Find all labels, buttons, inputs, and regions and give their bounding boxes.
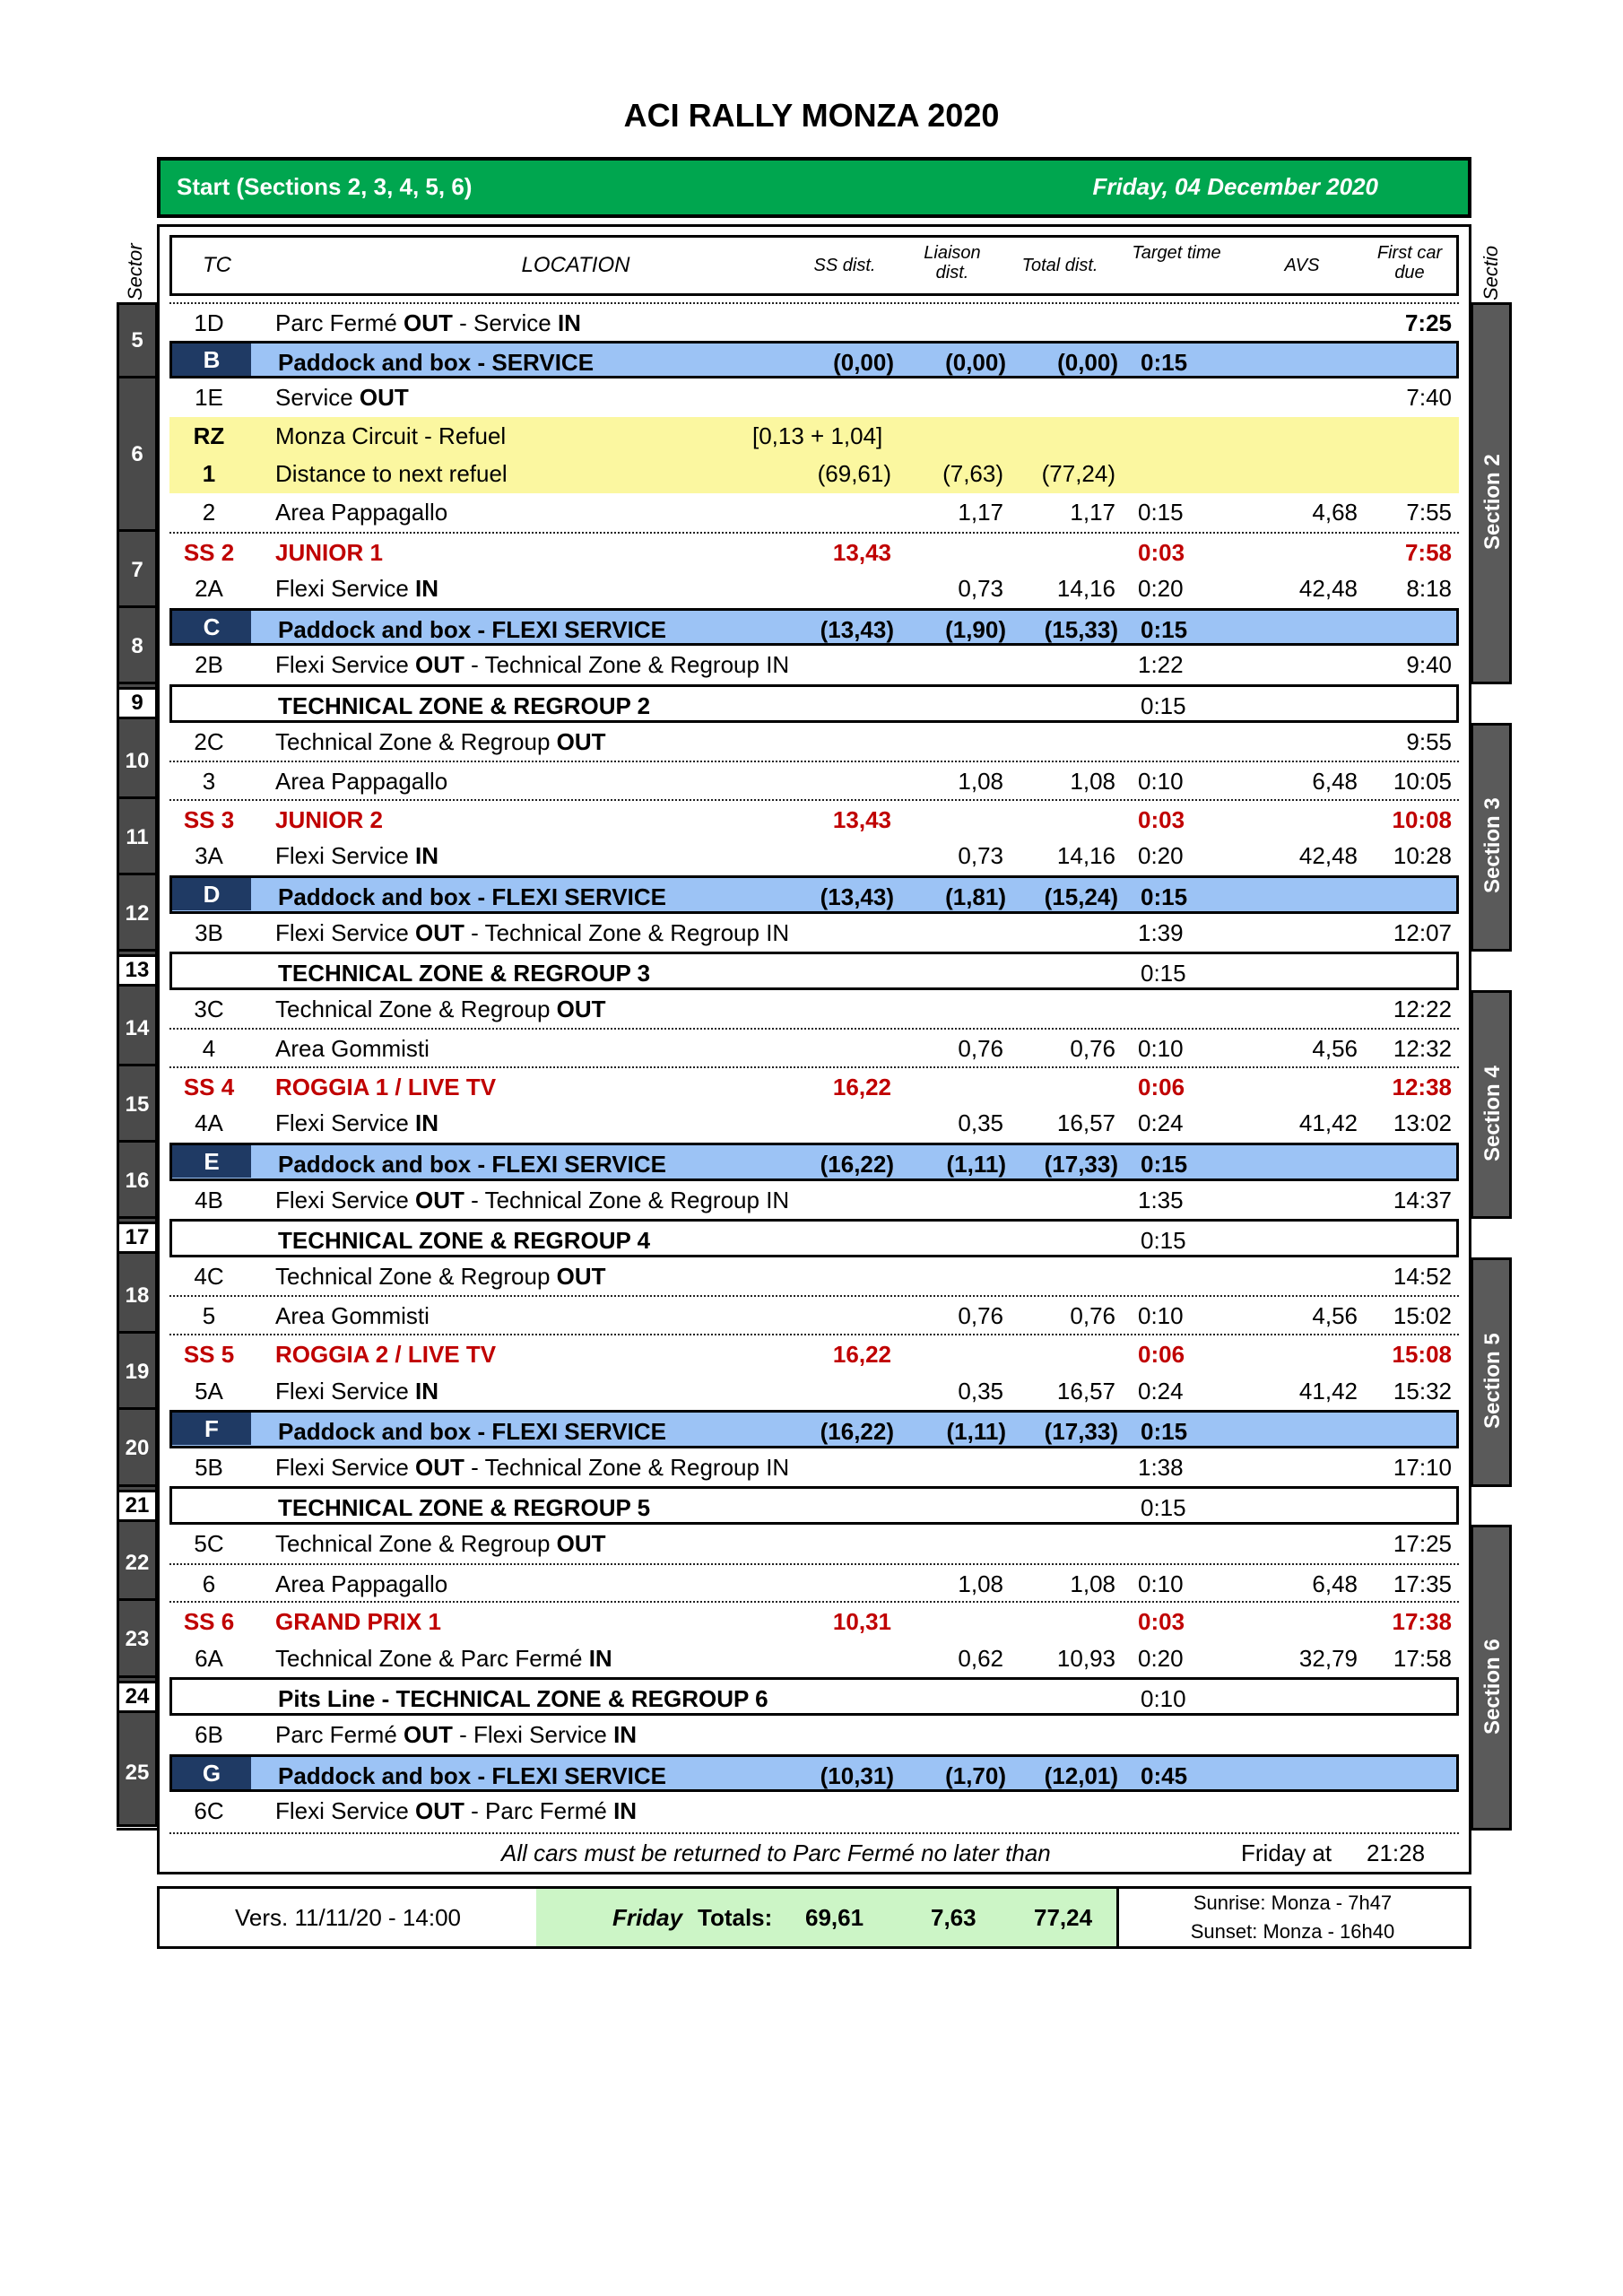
target-time-cell: 0:15 — [1141, 1418, 1188, 1446]
table-row — [169, 761, 1459, 799]
location-cell: Distance to next refuel — [275, 460, 508, 488]
sector-number: 22 — [117, 1525, 158, 1601]
header-liaison-dist: Liaison dist. — [924, 243, 981, 283]
table-row — [169, 1563, 1459, 1602]
liaison-dist-cell: 1,08 — [958, 768, 1003, 796]
location-cell: TECHNICAL ZONE & REGROUP 3 — [278, 960, 651, 987]
liaison-dist-cell: (7,63) — [942, 460, 1003, 488]
tc-cell: 2C — [194, 727, 224, 755]
target-time-cell: 0:20 — [1138, 575, 1184, 603]
tc-cell: 2A — [195, 575, 223, 603]
header-target-time: Target time — [1132, 243, 1221, 263]
sector-number: 23 — [117, 1601, 158, 1677]
table-row — [169, 1219, 1459, 1257]
table-row — [169, 952, 1459, 990]
location-cell: Parc Fermé OUT - Service IN — [275, 309, 581, 336]
table-row — [169, 341, 1459, 379]
version-stamp: Vers. 11/11/20 - 14:00 — [160, 1889, 539, 1946]
first-car-due-cell: 15:02 — [1393, 1302, 1452, 1330]
location-cell: Technical Zone & Regroup OUT — [275, 995, 606, 1022]
target-time-cell: 0:15 — [1141, 691, 1186, 719]
tc-cell: 2 — [202, 498, 216, 526]
header-tc: TC — [203, 253, 231, 277]
avs-cell: 41,42 — [1298, 1377, 1358, 1405]
table-row — [169, 1334, 1459, 1372]
location-cell: Flexi Service OUT - Technical Zone & Regroup IN — [275, 1186, 790, 1213]
table-row — [169, 1448, 1459, 1487]
first-car-due-cell: 17:38 — [1392, 1608, 1452, 1636]
first-car-due-cell: 10:05 — [1393, 768, 1452, 796]
total-dist-cell: 16,57 — [1056, 1109, 1115, 1137]
first-car-due-cell: 7:58 — [1404, 538, 1452, 566]
sector-number: 24 — [117, 1681, 158, 1713]
tc-cell: 6A — [195, 1644, 223, 1672]
first-car-due-cell: 15:32 — [1393, 1377, 1452, 1405]
note-text: All cars must be returned to Parc Fermé no later than — [501, 1839, 1051, 1866]
first-car-due-cell: 10:28 — [1393, 842, 1452, 870]
totals-ss: 69,61 — [805, 1904, 864, 1931]
table-row — [169, 1372, 1459, 1411]
first-car-due-cell: 14:52 — [1393, 1262, 1452, 1290]
tc-cell: 5 — [202, 1302, 216, 1330]
target-time-cell: 0:10 — [1138, 1570, 1184, 1597]
location-cell: Flexi Service OUT - Technical Zone & Regroup IN — [275, 1453, 790, 1481]
target-time-cell: 0:15 — [1141, 883, 1188, 910]
location-cell: Technical Zone & Regroup OUT — [275, 1530, 606, 1557]
table-row — [169, 570, 1459, 608]
location-cell: ROGGIA 2 / LIVE TV — [275, 1341, 497, 1369]
location-cell: Area Pappagallo — [275, 1570, 448, 1597]
ss-dist-cell: (13,43) — [820, 883, 894, 910]
first-car-due-cell: 17:35 — [1393, 1570, 1452, 1597]
location-cell: TECHNICAL ZONE & REGROUP 5 — [278, 1494, 651, 1522]
schedule-table — [169, 302, 1459, 1831]
tc-cell: 5C — [194, 1530, 224, 1557]
sector-number: 10 — [117, 723, 158, 799]
tc-cell: G — [172, 1757, 251, 1789]
start-banner — [157, 157, 1471, 218]
table-row — [169, 1486, 1459, 1525]
tc-cell: 2B — [195, 651, 223, 679]
section-label: Section 3 — [1480, 797, 1505, 894]
tc-cell: 1 — [202, 460, 216, 488]
sector-number: 7 — [117, 532, 158, 608]
header-total-dist: Total dist. — [1021, 256, 1098, 275]
tc-cell: 4B — [195, 1186, 223, 1213]
tc-cell: 1E — [195, 384, 223, 412]
avs-cell: 32,79 — [1298, 1644, 1358, 1672]
liaison-dist-cell: 0,35 — [958, 1377, 1003, 1405]
location-cell: Flexi Service OUT - Technical Zone & Regroup IN — [275, 651, 790, 679]
location-cell: Technical Zone & Parc Fermé IN — [275, 1644, 612, 1672]
table-row — [169, 1525, 1459, 1563]
total-dist-cell: 1,08 — [1070, 768, 1115, 796]
tc-cell: 1D — [194, 309, 224, 336]
target-time-cell: 1:35 — [1138, 1186, 1184, 1213]
tc-cell: SS 3 — [183, 805, 235, 833]
first-car-due-cell: 17:58 — [1393, 1644, 1452, 1672]
table-row — [169, 493, 1459, 532]
sunset: Sunset: Monza - 16h40 — [1190, 1920, 1395, 1943]
avs-cell: 6,48 — [1312, 768, 1358, 796]
tc-cell: SS 2 — [183, 538, 235, 566]
avs-cell: 41,42 — [1298, 1109, 1358, 1137]
avs-cell: 4,56 — [1312, 1302, 1358, 1330]
table-row — [169, 1181, 1459, 1220]
tc-cell: SS 4 — [183, 1073, 235, 1100]
total-dist-cell: (17,33) — [1044, 1151, 1118, 1178]
location-cell: Flexi Service IN — [275, 575, 439, 603]
total-dist-cell: 10,93 — [1056, 1644, 1115, 1672]
liaison-dist-cell: 0,76 — [958, 1035, 1003, 1063]
ss-dist-cell: (69,61) — [817, 460, 891, 488]
section-label: Section 5 — [1480, 1333, 1505, 1429]
tc-cell: 4A — [195, 1109, 223, 1137]
tc-cell: SS 5 — [183, 1341, 235, 1369]
table-row — [169, 1601, 1459, 1639]
target-time-cell: 0:10 — [1138, 768, 1184, 796]
tc-cell: 3B — [195, 918, 223, 946]
tc-cell: SS 6 — [183, 1608, 235, 1636]
first-car-due-cell: 12:22 — [1393, 995, 1452, 1022]
table-header — [169, 235, 1459, 296]
location-cell: Flexi Service OUT - Technical Zone & Regroup IN — [275, 918, 790, 946]
avs-cell: 42,48 — [1298, 842, 1358, 870]
target-time-cell: 0:15 — [1141, 348, 1188, 376]
table-row — [169, 646, 1459, 684]
table-row — [169, 1677, 1459, 1716]
refuel-range: [0,13 + 1,04] — [752, 422, 883, 449]
target-time-cell: 1:39 — [1138, 918, 1184, 946]
total-dist-cell: 1,17 — [1070, 498, 1115, 526]
liaison-dist-cell: (1,90) — [945, 615, 1006, 643]
table-row — [169, 1754, 1459, 1793]
tc-cell: 6B — [195, 1720, 223, 1748]
table-row — [169, 1257, 1459, 1296]
first-car-due-cell: 7:40 — [1406, 384, 1452, 412]
location-cell: Technical Zone & Regroup OUT — [275, 1262, 606, 1290]
sector-number: 14 — [117, 990, 158, 1066]
first-car-due-cell: 9:55 — [1406, 727, 1452, 755]
table-row — [169, 1639, 1459, 1678]
table-row — [169, 1410, 1459, 1448]
liaison-dist-cell: 0,35 — [958, 1109, 1003, 1137]
header-location: LOCATION — [521, 253, 630, 277]
page-title: ACI RALLY MONZA 2020 — [623, 97, 1000, 134]
table-row — [169, 1104, 1459, 1143]
first-car-due-cell: 12:32 — [1393, 1035, 1452, 1063]
sector-number: 21 — [117, 1490, 158, 1522]
liaison-dist-cell: (1,11) — [946, 1151, 1006, 1178]
first-car-due-cell: 17:10 — [1393, 1453, 1452, 1481]
total-dist-cell: (15,33) — [1044, 615, 1118, 643]
sector-number: 9 — [117, 687, 158, 719]
sector-number: 16 — [117, 1143, 158, 1219]
liaison-dist-cell: (1,70) — [945, 1761, 1006, 1789]
first-car-due-cell: 13:02 — [1393, 1109, 1452, 1137]
tc-cell: 6 — [202, 1570, 216, 1597]
sector-number: 17 — [117, 1222, 158, 1254]
section-box — [1471, 723, 1512, 952]
location-cell: Pits Line - TECHNICAL ZONE & REGROUP 6 — [278, 1685, 768, 1713]
table-row — [169, 914, 1459, 952]
sector-number: 8 — [117, 608, 158, 684]
section-box — [1471, 1257, 1512, 1487]
location-cell: Flexi Service IN — [275, 842, 439, 870]
target-time-cell: 0:15 — [1141, 1494, 1186, 1522]
avs-cell: 42,48 — [1298, 575, 1358, 603]
ss-dist-cell: (16,22) — [820, 1151, 894, 1178]
section-label: Section 4 — [1480, 1065, 1505, 1161]
ss-dist-cell: (16,22) — [820, 1418, 894, 1446]
location-cell: Parc Fermé OUT - Flexi Service IN — [275, 1720, 638, 1748]
table-row — [169, 837, 1459, 875]
first-car-due-cell: 9:40 — [1406, 651, 1452, 679]
tc-cell: 5B — [195, 1453, 223, 1481]
total-dist-cell: 14,16 — [1056, 842, 1115, 870]
table-row — [169, 532, 1459, 570]
location-cell: Monza Circuit - Refuel — [275, 422, 507, 449]
note-time: 21:28 — [1367, 1839, 1426, 1866]
sector-number: 18 — [117, 1257, 158, 1334]
tc-cell: 4C — [194, 1262, 224, 1290]
total-dist-cell: (77,24) — [1041, 460, 1115, 488]
location-cell: Flexi Service IN — [275, 1109, 439, 1137]
location-cell: JUNIOR 1 — [275, 538, 383, 566]
tc-cell: F — [172, 1413, 251, 1445]
location-cell: Flexi Service OUT - Parc Fermé IN — [275, 1797, 638, 1825]
sector-number: 25 — [117, 1716, 158, 1831]
first-car-due-cell: 7:55 — [1406, 498, 1452, 526]
tc-cell: 4 — [202, 1035, 216, 1063]
table-row — [169, 990, 1459, 1029]
table-row — [169, 723, 1459, 761]
location-cell: Paddock and box - FLEXI SERVICE — [278, 883, 666, 910]
liaison-dist-cell: 0,62 — [958, 1644, 1003, 1672]
tc-cell: C — [172, 611, 251, 643]
totals-label: Totals: — [698, 1904, 773, 1931]
location-cell: TECHNICAL ZONE & REGROUP 4 — [278, 1227, 651, 1255]
location-cell: GRAND PRIX 1 — [275, 1608, 441, 1636]
ss-dist-cell: (10,31) — [820, 1761, 894, 1789]
total-dist-cell: 14,16 — [1056, 575, 1115, 603]
liaison-dist-cell: 1,17 — [958, 498, 1003, 526]
totals-total: 77,24 — [1034, 1904, 1093, 1931]
section-box — [1471, 990, 1512, 1220]
location-cell: JUNIOR 2 — [275, 805, 383, 833]
table-row — [169, 1295, 1459, 1334]
target-time-cell: 0:03 — [1138, 805, 1185, 833]
target-time-cell: 0:15 — [1141, 1151, 1188, 1178]
location-cell: TECHNICAL ZONE & REGROUP 2 — [278, 691, 651, 719]
location-cell: Paddock and box - FLEXI SERVICE — [278, 1418, 666, 1446]
location-cell: Service OUT — [275, 384, 409, 412]
table-row — [169, 1066, 1459, 1105]
target-time-cell: 0:10 — [1138, 1302, 1184, 1330]
first-car-due-cell: 7:25 — [1404, 309, 1452, 336]
ss-dist-cell: 10,31 — [832, 1608, 891, 1636]
location-cell: Technical Zone & Regroup OUT — [275, 727, 606, 755]
total-dist-cell: 0,76 — [1070, 1302, 1115, 1330]
avs-cell: 4,56 — [1312, 1035, 1358, 1063]
sunrise: Sunrise: Monza - 7h47 — [1193, 1892, 1393, 1914]
tc-cell: E — [172, 1145, 251, 1178]
section-box — [1471, 302, 1512, 684]
table-row — [169, 455, 1459, 493]
table-row — [169, 1792, 1459, 1831]
sector-number: 12 — [117, 875, 158, 952]
table-row — [169, 1028, 1459, 1066]
target-time-cell: 0:45 — [1141, 1761, 1188, 1789]
table-row — [169, 302, 1459, 341]
tc-cell: 3A — [195, 842, 223, 870]
totals-day: Friday — [612, 1904, 683, 1931]
first-car-due-cell: 10:08 — [1392, 805, 1452, 833]
header-ss-dist: SS dist. — [813, 256, 876, 275]
target-time-cell: 0:20 — [1138, 842, 1184, 870]
location-cell: Area Gommisti — [275, 1035, 430, 1063]
avs-cell: 4,68 — [1312, 498, 1358, 526]
ss-dist-cell: 16,22 — [832, 1073, 891, 1100]
table-row — [169, 684, 1459, 723]
target-time-cell: 0:15 — [1141, 1227, 1186, 1255]
start-sections: Start (Sections 2, 3, 4, 5, 6) — [177, 173, 473, 200]
table-row — [169, 799, 1459, 838]
tc-cell: 5A — [195, 1377, 223, 1405]
section-box — [1471, 1525, 1512, 1831]
target-time-cell: 0:15 — [1141, 960, 1186, 987]
header-avs: AVS — [1284, 256, 1320, 275]
section-heading: Sectio — [1480, 245, 1502, 300]
section-label: Section 2 — [1480, 454, 1505, 550]
location-cell: Paddock and box - FLEXI SERVICE — [278, 615, 666, 643]
start-date: Friday, 04 December 2020 — [1092, 173, 1378, 200]
target-time-cell: 1:38 — [1138, 1453, 1184, 1481]
sector-number: 20 — [117, 1410, 158, 1486]
tc-cell: RZ — [193, 422, 225, 449]
total-dist-cell: (0,00) — [1057, 348, 1118, 376]
target-time-cell: 0:06 — [1138, 1341, 1185, 1369]
table-row — [169, 608, 1459, 647]
location-cell: Area Pappagallo — [275, 768, 448, 796]
sector-number: 6 — [117, 378, 158, 531]
target-time-cell: 0:10 — [1138, 1035, 1184, 1063]
location-cell: Paddock and box - FLEXI SERVICE — [278, 1151, 666, 1178]
liaison-dist-cell: (1,81) — [945, 883, 1006, 910]
first-car-due-cell: 12:07 — [1393, 918, 1452, 946]
sector-number: 15 — [117, 1066, 158, 1143]
ss-dist-cell: 16,22 — [832, 1341, 891, 1369]
target-time-cell: 0:15 — [1141, 615, 1188, 643]
total-dist-cell: 0,76 — [1070, 1035, 1115, 1063]
first-car-due-cell: 12:38 — [1392, 1073, 1452, 1100]
table-row — [169, 1716, 1459, 1754]
sector-number: 13 — [117, 954, 158, 987]
location-cell: ROGGIA 1 / LIVE TV — [275, 1073, 497, 1100]
target-time-cell: 0:03 — [1138, 538, 1185, 566]
first-car-due-cell: 15:08 — [1392, 1341, 1452, 1369]
target-time-cell: 0:24 — [1138, 1109, 1184, 1137]
table-row — [169, 417, 1459, 456]
total-dist-cell: (12,01) — [1044, 1761, 1118, 1789]
totals-green — [536, 1889, 1119, 1946]
target-time-cell: 0:24 — [1138, 1377, 1184, 1405]
parc-ferme-note — [169, 1832, 1459, 1870]
table-row — [169, 378, 1459, 417]
totals-liaison: 7,63 — [931, 1904, 976, 1931]
liaison-dist-cell: 0,76 — [958, 1302, 1003, 1330]
tc-cell: 6C — [194, 1797, 224, 1825]
target-time-cell: 0:15 — [1138, 498, 1184, 526]
liaison-dist-cell: (1,11) — [946, 1418, 1006, 1446]
sun-times — [1116, 1889, 1469, 1946]
ss-dist-cell: 13,43 — [832, 538, 891, 566]
ss-dist-cell: (0,00) — [833, 348, 894, 376]
ss-dist-cell: (13,43) — [820, 615, 894, 643]
table-row — [169, 1143, 1459, 1181]
avs-cell: 6,48 — [1312, 1570, 1358, 1597]
target-time-cell: 0:03 — [1138, 1608, 1185, 1636]
location-cell: Area Gommisti — [275, 1302, 430, 1330]
location-cell: Paddock and box - FLEXI SERVICE — [278, 1761, 666, 1789]
total-dist-cell: (17,33) — [1044, 1418, 1118, 1446]
target-time-cell: 0:10 — [1141, 1685, 1186, 1713]
totals-bar — [157, 1886, 1471, 1949]
target-time-cell: 0:20 — [1138, 1644, 1184, 1672]
target-time-cell: 0:06 — [1138, 1073, 1185, 1100]
ss-dist-cell: 13,43 — [832, 805, 891, 833]
tc-cell: B — [172, 344, 251, 376]
first-car-due-cell: 14:37 — [1393, 1186, 1452, 1213]
first-car-due-cell: 17:25 — [1393, 1530, 1452, 1557]
total-dist-cell: 1,08 — [1070, 1570, 1115, 1597]
sector-heading: Sector — [124, 243, 146, 300]
sector-number: 19 — [117, 1334, 158, 1410]
first-car-due-cell: 8:18 — [1406, 575, 1452, 603]
total-dist-cell: (15,24) — [1044, 883, 1118, 910]
location-cell: Flexi Service IN — [275, 1377, 439, 1405]
liaison-dist-cell: 0,73 — [958, 575, 1003, 603]
location-cell: Paddock and box - SERVICE — [278, 348, 595, 376]
sector-number: 5 — [117, 302, 158, 378]
liaison-dist-cell: 0,73 — [958, 842, 1003, 870]
section-label: Section 6 — [1480, 1638, 1505, 1735]
location-cell: Area Pappagallo — [275, 498, 448, 526]
tc-cell: 3 — [202, 768, 216, 796]
total-dist-cell: 16,57 — [1056, 1377, 1115, 1405]
table-row — [169, 875, 1459, 914]
tc-cell: 3C — [194, 995, 224, 1022]
target-time-cell: 1:22 — [1138, 651, 1184, 679]
liaison-dist-cell: (0,00) — [945, 348, 1006, 376]
tc-cell: D — [172, 878, 251, 910]
sector-number: 11 — [117, 799, 158, 875]
note-day: Friday at — [1241, 1839, 1332, 1866]
header-first-car-due: First car due — [1376, 243, 1443, 283]
liaison-dist-cell: 1,08 — [958, 1570, 1003, 1597]
